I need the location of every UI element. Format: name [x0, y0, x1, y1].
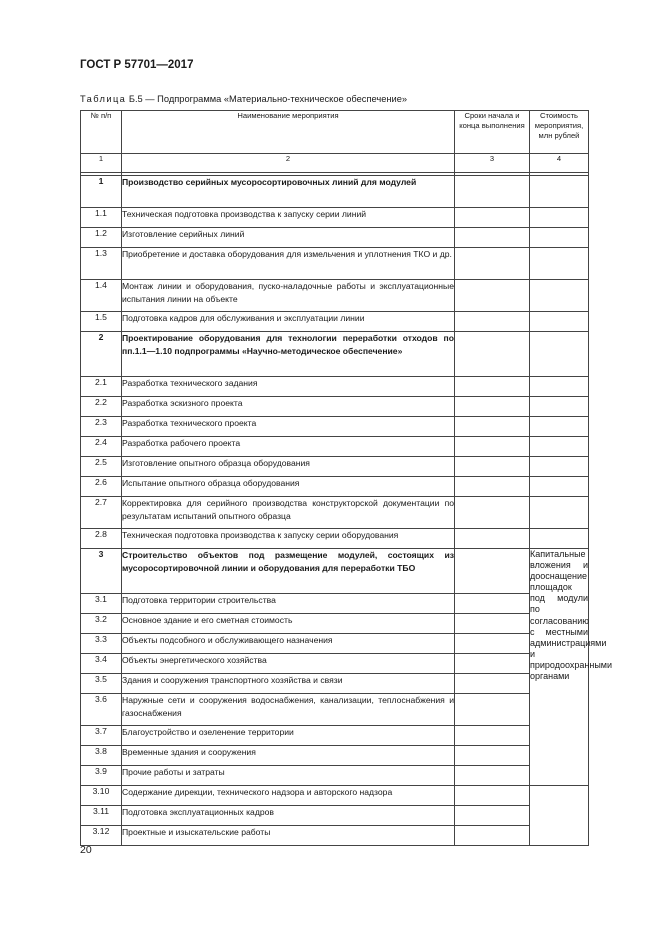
row-terms [455, 674, 530, 694]
row-number: 3.12 [81, 826, 122, 846]
row-name: Основное здание и его сметная стоимость [122, 614, 455, 634]
row-name: Объекты энергетического хозяйства [122, 654, 455, 674]
row-terms [455, 437, 530, 457]
column-number: 1 [81, 154, 122, 173]
table-row [81, 614, 589, 634]
row-name: Наружные сети и сооружения водоснабжения, канализации, теплоснабжения и газоснабжения [122, 694, 455, 726]
table-group-row [81, 549, 589, 594]
table-group-row [81, 176, 589, 208]
row-number: 3.10 [81, 786, 122, 806]
table-row [81, 826, 589, 846]
table-row [81, 248, 589, 280]
row-number: 2.3 [81, 417, 122, 437]
row-terms [455, 332, 530, 377]
table-row [81, 417, 589, 437]
row-terms [455, 654, 530, 674]
table-caption [80, 94, 407, 104]
header-terms: Сроки начала и конца выполнения [455, 111, 530, 154]
header-num: № п/п [81, 111, 122, 154]
row-cost [530, 280, 589, 312]
row-number: 2.2 [81, 397, 122, 417]
row-number: 3.4 [81, 654, 122, 674]
row-number: 2.4 [81, 437, 122, 457]
row-number: 2.1 [81, 377, 122, 397]
table-row [81, 694, 589, 726]
row-terms [455, 694, 530, 726]
row-name: Приобретение и доставка оборудования для измельчения и уплотнения ТКО и др. [122, 248, 455, 280]
row-terms [455, 477, 530, 497]
row-name: Проектные и изыскательские работы [122, 826, 455, 846]
table-row [81, 634, 589, 654]
row-terms [455, 457, 530, 477]
row-terms [455, 280, 530, 312]
row-number: 3.6 [81, 694, 122, 726]
row-number: 1 [81, 176, 122, 208]
row-cost [530, 312, 589, 332]
row-number: 3 [81, 549, 122, 594]
row-number: 2.8 [81, 529, 122, 549]
row-name: Подготовка территории строительства [122, 594, 455, 614]
row-number: 2.5 [81, 457, 122, 477]
row-terms [455, 208, 530, 228]
row-number: 3.3 [81, 634, 122, 654]
row-terms [455, 594, 530, 614]
row-terms [455, 312, 530, 332]
column-number: 4 [530, 154, 589, 173]
row-name: Корректировка для серийного производства конструкторской документации по результатам испытаний опытного образца [122, 497, 455, 529]
measures-table [80, 110, 613, 846]
row-number: 1.4 [81, 280, 122, 312]
row-name: Испытание опытного образца оборудования [122, 477, 455, 497]
table-row [81, 674, 589, 694]
table-row [81, 377, 589, 397]
row-cost [530, 228, 589, 248]
row-terms [455, 549, 530, 594]
row-name: Техническая подготовка производства к запуску серии оборудования [122, 529, 455, 549]
row-number: 1.1 [81, 208, 122, 228]
table-group-row [81, 332, 589, 377]
header-cost: Стоимость мероприятия, млн рублей [530, 111, 589, 154]
row-terms [455, 176, 530, 208]
row-name: Разработка рабочего проекта [122, 437, 455, 457]
row-name: Производство серийных мусоросортировочных линий для модулей [122, 176, 455, 208]
row-name: Подготовка эксплуатационных кадров [122, 806, 455, 826]
row-cost [530, 176, 589, 208]
table-row [81, 786, 589, 806]
row-number: 3.2 [81, 614, 122, 634]
row-terms [455, 634, 530, 654]
row-name: Содержание дирекции, технического надзора и авторского надзора [122, 786, 455, 806]
row-number: 1.3 [81, 248, 122, 280]
row-name: Разработка технического задания [122, 377, 455, 397]
row-name: Здания и сооружения транспортного хозяйства и связи [122, 674, 455, 694]
row-terms [455, 746, 530, 766]
column-number: 2 [122, 154, 455, 173]
row-cost [530, 332, 589, 377]
document-header: ГОСТ Р 57701—2017 [80, 59, 194, 71]
row-terms [455, 766, 530, 786]
row-terms [455, 497, 530, 529]
table-row [81, 654, 589, 674]
row-name: Техническая подготовка производства к запуску серии линий [122, 208, 455, 228]
row-number: 3.11 [81, 806, 122, 826]
column-number: 3 [455, 154, 530, 173]
page-number: 20 [80, 844, 92, 856]
table-caption-title: Б.5 — Подпрограмма «Материально-техническое обеспечение» [126, 94, 408, 104]
row-terms [455, 377, 530, 397]
row-name: Проектирование оборудования для технологии переработки отходов по пп.1.1—1.10 подпрограммы «Научно-методическое обеспечение» [122, 332, 455, 377]
row-cost [530, 497, 589, 529]
row-terms [455, 397, 530, 417]
row-cost [530, 417, 589, 437]
row-terms [455, 826, 530, 846]
row-terms [455, 228, 530, 248]
table-row [81, 726, 589, 746]
table-row [81, 594, 589, 614]
row-cost [530, 377, 589, 397]
row-cost [530, 477, 589, 497]
row-number: 2 [81, 332, 122, 377]
table-caption-label: Таблица [80, 94, 127, 104]
row-terms [455, 806, 530, 826]
row-cost [530, 208, 589, 228]
row-cost [530, 397, 589, 417]
row-number: 2.6 [81, 477, 122, 497]
table-row [81, 228, 589, 248]
row-number: 3.7 [81, 726, 122, 746]
table-row [81, 208, 589, 228]
row-number: 1.5 [81, 312, 122, 332]
row-terms [455, 614, 530, 634]
row-terms [455, 417, 530, 437]
row-number: 1.2 [81, 228, 122, 248]
row-number: 3.5 [81, 674, 122, 694]
row-terms [455, 786, 530, 806]
row-number: 3.9 [81, 766, 122, 786]
row-name: Монтаж линии и оборудования, пуско-наладочные работы и эксплуатационные испытания линии на объекте [122, 280, 455, 312]
row-cost [530, 457, 589, 477]
row-name: Подготовка кадров для обслуживания и эксплуатации линии [122, 312, 455, 332]
table-row [81, 746, 589, 766]
row-number: 2.7 [81, 497, 122, 529]
row-name: Временные здания и сооружения [122, 746, 455, 766]
table-row [81, 477, 589, 497]
table-row [81, 806, 589, 826]
row-number: 3.1 [81, 594, 122, 614]
row-name: Изготовление опытного образца оборудования [122, 457, 455, 477]
row-name: Разработка технического проекта [122, 417, 455, 437]
row-name: Благоустройство и озеленение территории [122, 726, 455, 746]
table-row [81, 280, 589, 312]
cost-note: Капитальные вложения и дооснащение площадок под модули по согласованию с местными администрациями и природоохранными органами [530, 549, 589, 786]
row-name: Разработка эскизного проекта [122, 397, 455, 417]
table-row [81, 437, 589, 457]
table-row [81, 457, 589, 477]
row-name: Объекты подсобного и обслуживающего назначения [122, 634, 455, 654]
row-terms [455, 726, 530, 746]
row-terms [455, 529, 530, 549]
header-name: Наименование мероприятия [122, 111, 455, 154]
row-cost [530, 437, 589, 457]
column-numbers-row [81, 154, 589, 173]
row-number: 3.8 [81, 746, 122, 766]
row-name: Строительство объектов под размещение модулей, состоящих из мусоросортировочной линии и оборудования для переработки ТБО [122, 549, 455, 594]
table-header-row [81, 111, 589, 154]
table-row [81, 529, 589, 549]
table-row [81, 312, 589, 332]
table-row [81, 766, 589, 786]
table-body [81, 176, 613, 846]
row-name: Прочие работы и затраты [122, 766, 455, 786]
row-cost [530, 248, 589, 280]
table-row [81, 397, 589, 417]
row-terms [455, 248, 530, 280]
row-cost [530, 529, 589, 549]
row-name: Изготовление серийных линий [122, 228, 455, 248]
row-cost [530, 786, 589, 846]
table-row [81, 497, 589, 529]
